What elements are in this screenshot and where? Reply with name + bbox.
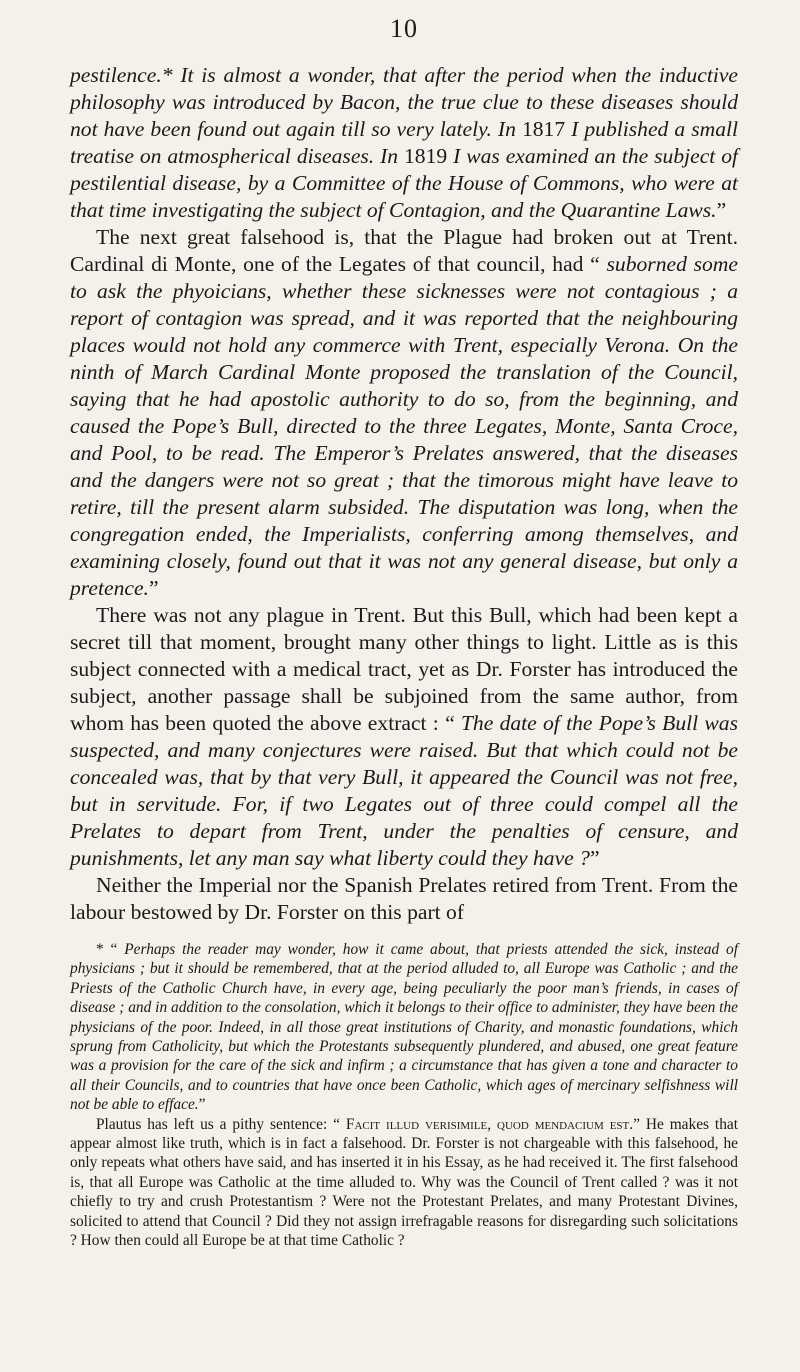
text-run: * “ <box>96 941 125 958</box>
text-run: There was not any plague in Trent. But this Bull, which had been kept a secret till that moment, brought many other things to light. Little as is this subject connected with a medical tract, yet as Dr. Forster has introduced the subject, another passage shall be subjoined from the same author, from whom has been quoted the above extract : “ <box>70 603 738 735</box>
text-run: 1819 <box>404 144 448 168</box>
text-run: Plautus has left us a pithy sentence: “ <box>96 1115 346 1133</box>
text-run: ” He makes that appear almost like truth, which is in fact a falsehood. Dr. Forster is not chargeable with this falsehood, he only repeats what others have said, and has inserted it in his Essay, as he had received it. The first falsehood is, that all Europe was Catholic at the time alluded to. Why was the Council of Trent called ? was it not chiefly to try and crush Protestantism ? Were not the Protestant Prelates, and many Protestant Divines, solicited to attend that Council ? Did they not assign irrefragable reasons for disregarding such solicitations ? How then could all Europe be at that time Catholic ? <box>70 1115 739 1250</box>
body-text <box>70 62 738 926</box>
footnote-1 <box>70 940 738 1115</box>
text-run: Facit illud verisimile, quod mendacium est. <box>345 1115 634 1133</box>
text-run: The date of the Pope’s Bull was suspected, and many conjectures were raised. But that which could not be concealed was, that by that very Bull, it appeared the Council was not free, but in servitude. For, if two Legates out of three could compel all the Prelates to depart from Trent, under the penalties of censure, and punishments, let any man say what liberty could they have ? <box>70 711 739 870</box>
text-run: Neither the Imperial nor the Spanish Prelates retired from Trent. From the labour bestowed by Dr. Forster on this part of <box>70 873 738 924</box>
paragraph-4 <box>70 872 738 926</box>
text-run: 1817 <box>521 117 566 141</box>
text-run: The next great falsehood is, that the Plague had broken out at Trent. Cardinal di Monte, one of the Legates of that council, had “ <box>70 225 738 276</box>
footnotes <box>70 940 738 1251</box>
text-run: suborned some to ask the phyoicians, whether these sicknesses were not contagious ; a report of contagion was spread, and it was reported that the neighbouring places would not hold any commerce with Trent, especially Verona. On the ninth of March Cardinal Monte proposed the translation of the Council, saying that he had apostolic authority to do so, from the beginning, and caused the Pope’s Bull, directed to the three Legates, Monte, Santa Croce, and Pool, to be read. The Emperor’s Prelates answered, that the diseases and the dangers were not so great ; that the timorous might have leave to retire, till the present alarm subsided. The disputation was long, when the congregation ended, the Imperialists, conferring among themselves, and examining closely, found out that it was not any general disease, but only a pretence. <box>70 252 738 600</box>
text-run: ” <box>148 576 159 600</box>
text-run: Perhaps the reader may wonder, how it came about, that priests attended the sick, instead of physicians ; but it should be remembered, that at the period alluded to, all Europe was Catholic ; and the Priests of the Catholic Church have, in every age, being peculiarly the poor man’s friends, in cases of disease ; and in addition to the consolation, which it belongs to their office to administer, they have been the physicians of the poor. Indeed, in all those great institutions of Charity, and monastic foundations, which sprung from Catholicity, but which the Protestants subsequently plundered, and abused, one great feature was a provision for the care of the sick and infirm ; a circumstance that has given a tone and character to all their Councils, and to countries that have once been Catholic, which ages of mercinary selfishness will not be able to efface. <box>70 941 738 1114</box>
paragraph-2 <box>70 224 738 602</box>
text-run: ” <box>716 198 727 222</box>
paragraph-1 <box>70 62 738 224</box>
text-run: I published a small treatise on atmospherical diseases. In <box>70 117 738 168</box>
text-run: I was examined an the subject of pestilential disease, by a Committee of the House of Commons, who were at that time investigating the subject of Contagion, and the Quarantine Laws. <box>70 144 738 222</box>
footnote-2 <box>70 1115 738 1251</box>
text-run: ” <box>198 1096 206 1114</box>
text-run: ” <box>589 846 600 870</box>
page-number: 10 <box>390 14 418 43</box>
text-run: pestilence.* It is almost a wonder, that after the period when the inductive philosophy was introduced by Bacon, the true clue to these diseases should not have been found out again till so very lately. In <box>70 63 738 141</box>
paragraph-3 <box>70 602 738 872</box>
